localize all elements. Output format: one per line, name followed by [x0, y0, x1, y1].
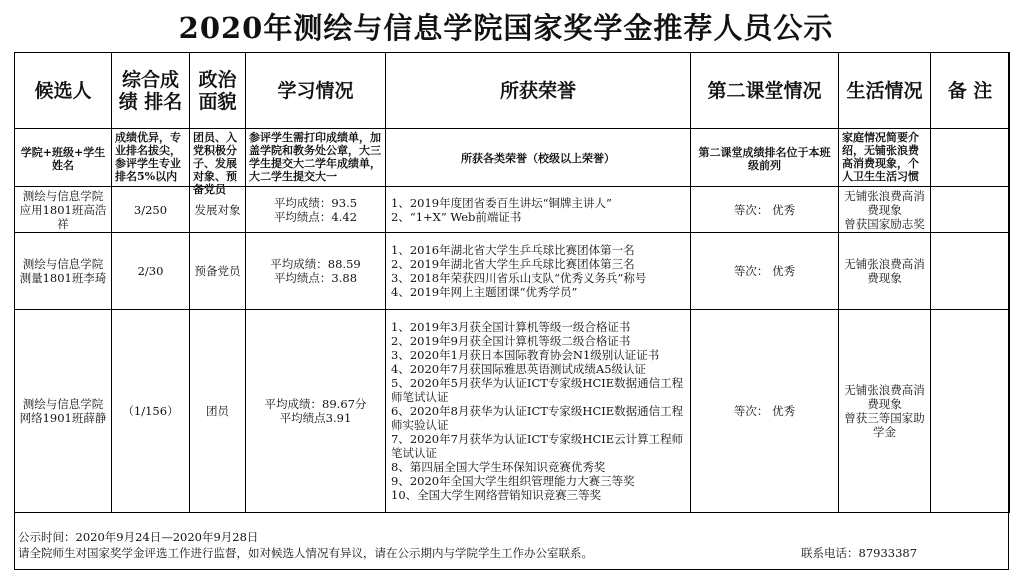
study-gpa: 平均绩点：3.88 — [273, 271, 358, 285]
life-line: 曾获国家励志奖 — [844, 216, 925, 231]
honor-item: 3、2018年荣获四川省乐山支队“优秀义务兵”称号 — [391, 271, 647, 285]
study-gpa: 平均绩点3.91 — [279, 411, 352, 425]
study-average: 平均成绩：93.5 — [273, 195, 358, 210]
rank-cell: 3/250 — [112, 187, 190, 233]
political-cell: 发展对象 — [190, 187, 246, 233]
second-class-cell: 等次： 优秀 — [691, 233, 839, 310]
honor-item: 6、2020年8月获华为认证ICT专家级HCIE数据通信工程 — [391, 404, 684, 418]
header-rank: 综合成绩 排名 — [112, 53, 190, 129]
candidate-cell: 测绘与信息学院应用1801班高浩祥 — [15, 187, 112, 233]
footer — [18, 529, 1003, 561]
study-gpa: 平均绩点：4.42 — [273, 209, 358, 224]
header-political: 政治面貌 — [190, 53, 246, 129]
life-line: 曾获三等国家助 — [844, 411, 925, 425]
header-honors: 所获荣誉 — [386, 53, 691, 129]
second-class-cell: 等次： 优秀 — [691, 187, 839, 233]
honor-item: 9、2020年全国大学生组织管理能力大赛三等奖 — [391, 474, 635, 488]
life-line: 学金 — [873, 425, 896, 439]
subheader-second-class: 第二课堂成绩排名位于本班级前列 — [691, 129, 839, 187]
life-line: 费现象 — [867, 397, 902, 411]
life-line: 无铺张浪费高消 — [844, 188, 925, 203]
political-cell: 预备党员 — [190, 233, 246, 310]
header-study: 学习情况 — [246, 53, 386, 129]
header-candidate: 候选人 — [15, 53, 112, 129]
header-remark: 备 注 — [931, 53, 1010, 129]
life-line: 费现象 — [867, 202, 902, 217]
honor-item: 笔试认证 — [391, 446, 437, 460]
study-average: 平均成绩：88.59 — [270, 257, 361, 271]
honor-item: 2、“1+X” Web前端证书 — [391, 209, 522, 224]
rank-cell: 2/30 — [112, 233, 190, 310]
study-average: 平均成绩：89.67分 — [264, 397, 367, 411]
subheader-candidate: 学院+班级+学生姓名 — [15, 129, 112, 187]
subheader-study-text: 参评学生需打印成绩单，加盖学院和教务处公章，大三学生提交大二学年成绩单，大二学生提交大一 — [249, 131, 381, 183]
honor-item: 4、2020年7月获国际雅思英语测试成绩A5级认证 — [391, 362, 647, 376]
publicity-time: 公示时间：2020年9月24日—2020年9月28日 — [18, 530, 259, 544]
life-line: 无铺张浪费高消 — [844, 257, 925, 271]
political-cell: 团员 — [190, 310, 246, 513]
page-title: 2020年测绘与信息学院国家奖学金推荐人员公示 — [178, 11, 834, 45]
candidate-cell: 测绘与信息学院测量1801班李琦 — [15, 233, 112, 310]
honor-item: 2、2019年9月获全国计算机等级二级合格证书 — [391, 334, 631, 348]
subheader-political-text: 团员、入党积极分子、发展对象、预备党员 — [193, 131, 237, 196]
honor-item: 1、2019年度团省委百生讲坛“铜牌主讲人” — [391, 195, 612, 210]
subheader-rank: 成绩优异，专业排名拔尖，参评学生专业排名5%以内 — [112, 129, 190, 187]
subheader-honors: 所获各类荣誉（校级以上荣誉） — [386, 129, 691, 187]
header-life: 生活情况 — [839, 53, 931, 129]
honor-item: 4、2019年网上主题团课“优秀学员” — [391, 285, 578, 299]
life-line: 费现象 — [867, 271, 902, 285]
candidate-cell: 测绘与信息学院网络1901班薛静 — [15, 310, 112, 513]
honor-item: 2、2019年湖北省大学生乒乓球比赛团体第三名 — [391, 257, 635, 271]
honor-item: 8、第四届全国大学生环保知识竞赛优秀奖 — [391, 460, 606, 474]
table-frame — [14, 52, 1009, 570]
supervision-notice: 请全院师生对国家奖学金评选工作进行监督，如对候选人情况有异议，请在公示期内与学院学生工作办公室联系。 — [18, 546, 593, 560]
rank-cell: （1/156） — [112, 310, 190, 513]
contact-phone: 联系电话：87933387 — [801, 546, 918, 560]
honor-item: 1、2016年湖北省大学生乒乓球比赛团体第一名 — [391, 243, 635, 257]
honor-item: 10、全国大学生网络营销知识竞赛三等奖 — [391, 488, 602, 502]
honor-item: 3、2020年1月获日本国际教育协会N1级别认证证书 — [391, 348, 660, 362]
header-second-class: 第二课堂情况 — [691, 53, 839, 129]
honor-item: 师笔试认证 — [391, 390, 449, 404]
life-line: 无铺张浪费高消 — [844, 383, 925, 397]
honor-item: 5、2020年5月获华为认证ICT专家级HCIE数据通信工程 — [391, 376, 684, 390]
subheader-life-text: 家庭情况简要介绍，无铺张浪费高消费现象，个人卫生生活习惯 — [842, 131, 919, 183]
second-class-cell: 等次： 优秀 — [691, 310, 839, 513]
honor-item: 1、2019年3月获全国计算机等级一级合格证书 — [391, 320, 631, 334]
honor-item: 7、2020年7月获华为认证ICT专家级HCIE云计算工程师 — [391, 432, 684, 446]
honor-item: 师实验认证 — [391, 418, 449, 432]
